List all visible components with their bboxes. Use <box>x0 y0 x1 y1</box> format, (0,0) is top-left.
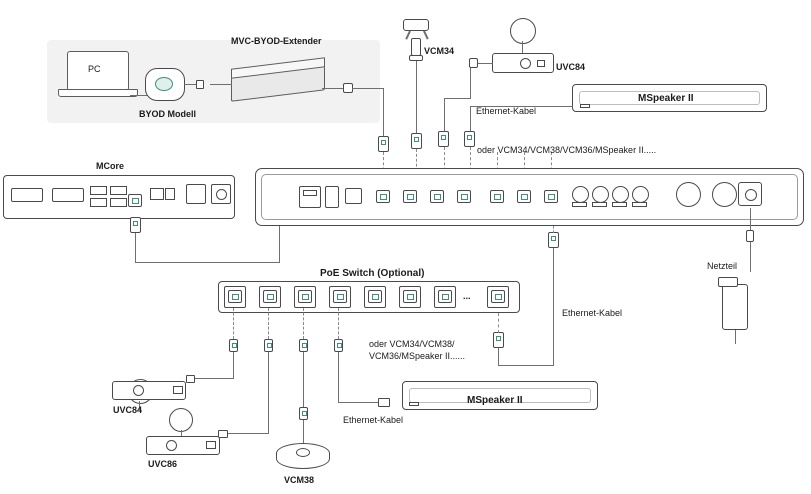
poe-down-dashed-1 <box>233 308 234 339</box>
ethernet-bottom-label: Ethernet-Kabel <box>343 415 404 425</box>
uvc84-top-lens <box>510 18 536 44</box>
byod-rj45-plug <box>378 136 389 152</box>
poe-port-4[interactable] <box>333 290 347 303</box>
poe-port-6[interactable] <box>403 290 417 303</box>
mcore-usb-2 <box>90 198 107 207</box>
ethernet-right-label: Ethernet-Kabel <box>562 308 623 318</box>
poe-down-plug-2 <box>264 339 273 352</box>
byod-model-label: BYOD Modell <box>139 109 197 119</box>
mcore-lan-port[interactable] <box>128 194 142 207</box>
uvc84-top-cable-h2 <box>444 98 471 99</box>
mcore-rj45-a <box>186 184 206 204</box>
psu-mains-plug <box>718 277 738 287</box>
uvc86-lens-top <box>169 408 193 432</box>
bar-jack-label-2 <box>592 202 607 207</box>
byod-run-v <box>383 88 384 136</box>
uvc84-bottom-cable-h <box>195 378 234 379</box>
mcore-hdmi-1 <box>11 188 43 202</box>
uvc84-bottom-indicator <box>173 386 183 394</box>
byod-dongle-led <box>155 77 173 91</box>
uvc84-top-body-lens <box>520 58 531 69</box>
mspeaker-top-rj45-plug <box>464 131 475 147</box>
or-devices-top-label: oder VCM34/VCM38/VCM36/MSpeaker II..... <box>477 145 657 155</box>
dongle-plug <box>196 80 204 89</box>
byod-run-h <box>352 88 383 89</box>
mcore-cable-v <box>135 233 136 263</box>
mspeaker-top-port <box>580 104 590 108</box>
bar-audio-jack-1 <box>572 186 589 203</box>
vcm38-cable-v1 <box>303 352 304 407</box>
bar-power-jack <box>745 189 757 201</box>
poe-switch-label: PoE Switch (Optional) <box>320 268 425 279</box>
bar-audio-jack-3 <box>612 186 629 203</box>
vcm34-rj45-plug <box>411 133 422 149</box>
poe-down-plug-3 <box>299 339 308 352</box>
uvc84-bottom-body-lens <box>133 385 144 396</box>
mspeaker-bottom-cable-h <box>338 402 380 403</box>
poe-down-dashed-4 <box>338 308 339 339</box>
uvc86-label: UVC86 <box>148 459 178 469</box>
mcore-label: MCore <box>96 161 125 171</box>
bar-port-6[interactable] <box>517 190 531 203</box>
vcm34-label: VCM34 <box>424 46 455 56</box>
bar-jack-label-1 <box>572 202 587 207</box>
uvc84-top-label: UVC84 <box>556 62 586 72</box>
mspeaker-bottom-cable-v <box>338 352 339 403</box>
bar-audio-jack-2 <box>592 186 609 203</box>
uvc84-top-cable-v1 <box>470 68 471 98</box>
mspeaker-bottom-label: MSpeaker II <box>467 395 523 406</box>
bar-rj45-wan <box>345 188 362 204</box>
bar-jack-label-3 <box>612 202 627 207</box>
poe-down-dashed-2 <box>268 308 269 339</box>
vcm34-stem <box>411 38 421 56</box>
poe-down-dashed-3 <box>303 308 304 339</box>
bar-port-2[interactable] <box>403 190 417 203</box>
mcore-aux-port-2 <box>165 188 175 200</box>
vcm34-arm-right <box>423 31 428 40</box>
bar-port-7[interactable] <box>544 190 558 203</box>
psu-cable-v1 <box>750 208 751 230</box>
mspeaker-top-label: MSpeaker II <box>638 93 694 104</box>
power-supply-brick <box>722 284 748 330</box>
poe-port-2[interactable] <box>263 290 277 303</box>
ethernet-top-label: Ethernet-Kabel <box>476 106 537 116</box>
uvc84-bottom-cable-v <box>233 352 234 379</box>
mcore-usb-1 <box>90 186 107 195</box>
poe-uplink-rj45-plug <box>493 332 504 348</box>
uvc86-cable-h <box>228 433 269 434</box>
bar-usb-port <box>303 190 317 196</box>
psu-mains-cable <box>735 330 736 344</box>
bar-speaker-1 <box>676 182 701 207</box>
mcore-power-button[interactable] <box>216 189 227 200</box>
uvc84-bottom-plug <box>186 375 195 383</box>
mcore-rj45-plug <box>130 217 141 233</box>
bar-port-4[interactable] <box>457 190 471 203</box>
vcm34-top-body <box>403 19 429 31</box>
mspeaker-bottom-plug <box>378 398 390 407</box>
uvc86-cable-v <box>268 352 269 434</box>
pc-label: PC <box>88 64 101 74</box>
vcm38-cable-v2 <box>303 420 304 443</box>
poe-ports-ellipsis: ... <box>463 291 471 301</box>
mspeaker-top-cable-v <box>470 106 471 131</box>
poe-uplink-bar-cable <box>553 248 554 264</box>
psu-cable-v2 <box>750 242 751 272</box>
mcore-hdmi-2 <box>52 188 84 202</box>
poe-down-plug-1 <box>229 339 238 352</box>
poe-uplink-cable-v <box>498 348 499 366</box>
mcore-usb-3 <box>110 186 127 195</box>
bar-audio-jack-4 <box>632 186 649 203</box>
extender-out-cable <box>322 88 344 89</box>
mcore-usb-4 <box>110 198 127 207</box>
psu-barrel-plug <box>746 230 754 242</box>
poe-port-7[interactable] <box>438 290 452 303</box>
mcore-cable-up <box>279 226 280 263</box>
uvc86-indicator <box>206 441 216 449</box>
bar-port-1[interactable] <box>376 190 390 203</box>
uvc84-top-neck <box>522 41 523 53</box>
bar-jack-label-4 <box>632 202 647 207</box>
uvc84-top-indicator <box>537 60 545 67</box>
bar-port-5[interactable] <box>490 190 504 203</box>
uvc86-body-lens <box>166 440 177 451</box>
laptop-cable <box>130 95 148 96</box>
vcm38-led <box>296 448 310 457</box>
poe-port-8[interactable] <box>491 290 505 303</box>
vcm38-plug <box>299 407 308 420</box>
poe-port-3[interactable] <box>298 290 312 303</box>
or-devices-bottom-line2: VCM36/MSpeaker II...... <box>369 351 466 361</box>
mvc-byod-extender-label: MVC-BYOD-Extender <box>231 36 322 46</box>
vcm34-arm-left <box>405 31 410 40</box>
vcm38-label: VCM38 <box>284 475 315 485</box>
bar-reset-block <box>325 186 339 208</box>
extender-in-cable <box>210 84 232 85</box>
poe-uplink-dashed <box>498 313 499 333</box>
or-devices-bottom-line1: oder VCM34/VCM38/ <box>369 339 455 349</box>
poe-port-1[interactable] <box>228 290 242 303</box>
poe-uplink-bar-dashed <box>553 226 554 233</box>
mcore-cable-h <box>135 262 279 263</box>
poe-uplink-cable-up <box>553 262 554 366</box>
bar-speaker-2 <box>712 182 737 207</box>
mspeaker-bottom-port <box>409 402 419 406</box>
vcm34-cable <box>416 61 417 133</box>
power-supply-label: Netzteil <box>707 261 738 271</box>
poe-uplink-bar-plug <box>548 232 559 248</box>
poe-down-plug-4 <box>334 339 343 352</box>
uvc84-top-rj45-plug <box>438 131 449 147</box>
uvc84-top-plug <box>469 58 478 68</box>
poe-port-5[interactable] <box>368 290 382 303</box>
poe-uplink-cable-h <box>498 365 554 366</box>
mcore-aux-port <box>150 188 164 200</box>
bar-port-3[interactable] <box>430 190 444 203</box>
laptop-base <box>58 89 138 97</box>
uvc84-top-cable-h <box>476 63 493 64</box>
uvc84-top-cable-v2 <box>444 98 445 131</box>
uvc84-bottom-label: UVC84 <box>113 405 143 415</box>
